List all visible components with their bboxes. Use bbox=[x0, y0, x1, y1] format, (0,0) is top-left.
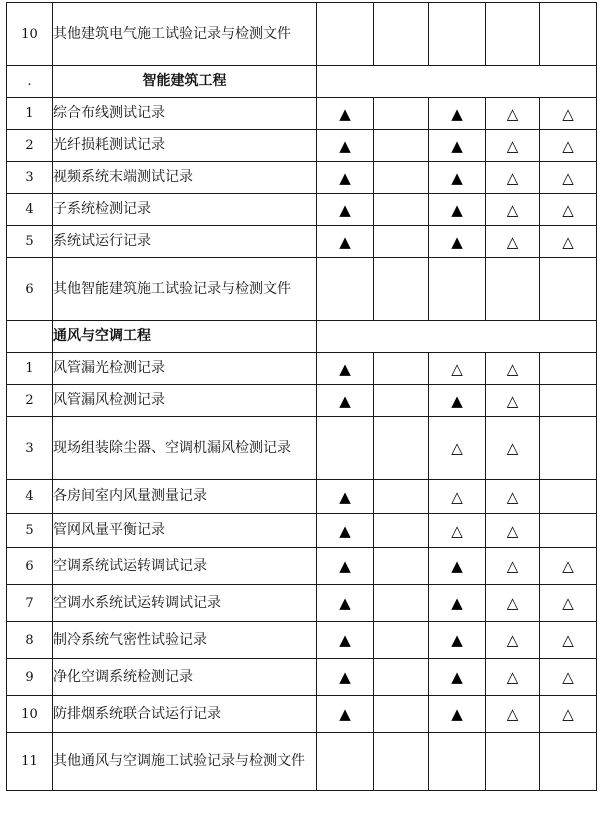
record-name: 空调系统试运转调试记录 bbox=[53, 548, 317, 585]
empty-cell bbox=[540, 3, 597, 66]
empty-cell bbox=[374, 353, 429, 385]
row-number: 4 bbox=[7, 480, 53, 514]
row-number bbox=[7, 321, 53, 353]
row-number: 6 bbox=[7, 258, 53, 321]
filled-triangle-icon: ▲ bbox=[317, 226, 374, 258]
filled-triangle-icon: ▲ bbox=[429, 548, 486, 585]
row-number: 9 bbox=[7, 659, 53, 696]
open-triangle-icon: △ bbox=[486, 130, 540, 162]
open-triangle-icon: △ bbox=[540, 130, 597, 162]
open-triangle-icon: △ bbox=[486, 696, 540, 733]
row-number: 2 bbox=[7, 130, 53, 162]
open-triangle-icon: △ bbox=[429, 417, 486, 480]
table-row bbox=[7, 417, 597, 480]
open-triangle-icon: △ bbox=[486, 548, 540, 585]
record-name: 风管漏光检测记录 bbox=[53, 353, 317, 385]
table-row bbox=[7, 3, 597, 66]
empty-cell bbox=[540, 733, 597, 791]
table-row bbox=[7, 226, 597, 258]
record-name: 风管漏风检测记录 bbox=[53, 385, 317, 417]
empty-cell bbox=[486, 3, 540, 66]
section-header-row bbox=[7, 321, 597, 353]
open-triangle-icon: △ bbox=[486, 659, 540, 696]
row-number: 7 bbox=[7, 585, 53, 622]
open-triangle-icon: △ bbox=[540, 585, 597, 622]
row-number: 5 bbox=[7, 514, 53, 548]
record-name: 各房间室内风量测量记录 bbox=[53, 480, 317, 514]
open-triangle-icon: △ bbox=[486, 417, 540, 480]
empty-cell bbox=[429, 3, 486, 66]
table-row bbox=[7, 258, 597, 321]
filled-triangle-icon: ▲ bbox=[317, 480, 374, 514]
table-row bbox=[7, 194, 597, 226]
open-triangle-icon: △ bbox=[540, 98, 597, 130]
row-number: 11 bbox=[7, 733, 53, 791]
empty-cell bbox=[374, 162, 429, 194]
open-triangle-icon: △ bbox=[429, 480, 486, 514]
row-number: 3 bbox=[7, 417, 53, 480]
empty-cell bbox=[540, 480, 597, 514]
filled-triangle-icon: ▲ bbox=[429, 226, 486, 258]
empty-cell bbox=[374, 417, 429, 480]
table-row bbox=[7, 98, 597, 130]
empty-cell bbox=[374, 622, 429, 659]
open-triangle-icon: △ bbox=[540, 226, 597, 258]
empty-cell bbox=[374, 480, 429, 514]
record-name: 管网风量平衡记录 bbox=[53, 514, 317, 548]
filled-triangle-icon: ▲ bbox=[429, 385, 486, 417]
empty-cell bbox=[486, 733, 540, 791]
open-triangle-icon: △ bbox=[486, 162, 540, 194]
open-triangle-icon: △ bbox=[429, 353, 486, 385]
record-name: 制冷系统气密性试验记录 bbox=[53, 622, 317, 659]
filled-triangle-icon: ▲ bbox=[317, 548, 374, 585]
filled-triangle-icon: ▲ bbox=[317, 130, 374, 162]
empty-cell bbox=[317, 66, 597, 98]
empty-cell bbox=[486, 258, 540, 321]
filled-triangle-icon: ▲ bbox=[429, 194, 486, 226]
empty-cell bbox=[317, 321, 597, 353]
section-header-row bbox=[7, 66, 597, 98]
open-triangle-icon: △ bbox=[540, 659, 597, 696]
empty-cell bbox=[374, 194, 429, 226]
record-name: 视频系统末端测试记录 bbox=[53, 162, 317, 194]
filled-triangle-icon: ▲ bbox=[429, 585, 486, 622]
table-row bbox=[7, 622, 597, 659]
empty-cell bbox=[429, 733, 486, 791]
empty-cell bbox=[540, 353, 597, 385]
table-row bbox=[7, 548, 597, 585]
open-triangle-icon: △ bbox=[486, 385, 540, 417]
row-number: 1 bbox=[7, 98, 53, 130]
record-name: 系统试运行记录 bbox=[53, 226, 317, 258]
record-name: 其他智能建筑施工试验记录与检测文件 bbox=[53, 258, 317, 321]
empty-cell bbox=[374, 514, 429, 548]
open-triangle-icon: △ bbox=[486, 480, 540, 514]
open-triangle-icon: △ bbox=[540, 548, 597, 585]
section-title: 智能建筑工程 bbox=[53, 66, 317, 98]
open-triangle-icon: △ bbox=[486, 585, 540, 622]
row-number: 5 bbox=[7, 226, 53, 258]
row-number: . bbox=[7, 66, 53, 98]
empty-cell bbox=[429, 258, 486, 321]
row-number: 8 bbox=[7, 622, 53, 659]
open-triangle-icon: △ bbox=[486, 514, 540, 548]
record-name: 现场组装除尘器、空调机漏风检测记录 bbox=[53, 417, 317, 480]
empty-cell bbox=[317, 417, 374, 480]
empty-cell bbox=[374, 548, 429, 585]
empty-cell bbox=[374, 226, 429, 258]
empty-cell bbox=[374, 385, 429, 417]
open-triangle-icon: △ bbox=[429, 514, 486, 548]
record-name: 其他建筑电气施工试验记录与检测文件 bbox=[53, 3, 317, 66]
open-triangle-icon: △ bbox=[540, 622, 597, 659]
empty-cell bbox=[374, 733, 429, 791]
empty-cell bbox=[374, 659, 429, 696]
table-row bbox=[7, 733, 597, 791]
open-triangle-icon: △ bbox=[540, 194, 597, 226]
empty-cell bbox=[540, 514, 597, 548]
row-number: 3 bbox=[7, 162, 53, 194]
open-triangle-icon: △ bbox=[486, 353, 540, 385]
table-row bbox=[7, 585, 597, 622]
filled-triangle-icon: ▲ bbox=[429, 162, 486, 194]
table-row bbox=[7, 385, 597, 417]
filled-triangle-icon: ▲ bbox=[429, 130, 486, 162]
filled-triangle-icon: ▲ bbox=[429, 696, 486, 733]
record-name: 空调水系统试运转调试记录 bbox=[53, 585, 317, 622]
open-triangle-icon: △ bbox=[540, 162, 597, 194]
filled-triangle-icon: ▲ bbox=[317, 385, 374, 417]
empty-cell bbox=[317, 3, 374, 66]
filled-triangle-icon: ▲ bbox=[317, 353, 374, 385]
empty-cell bbox=[317, 258, 374, 321]
empty-cell bbox=[374, 130, 429, 162]
table-row bbox=[7, 480, 597, 514]
table-row bbox=[7, 353, 597, 385]
empty-cell bbox=[374, 98, 429, 130]
empty-cell bbox=[540, 258, 597, 321]
section-title: 通风与空调工程 bbox=[53, 321, 317, 353]
filled-triangle-icon: ▲ bbox=[317, 659, 374, 696]
record-name: 其他通风与空调施工试验记录与检测文件 bbox=[53, 733, 317, 791]
row-number: 10 bbox=[7, 696, 53, 733]
filled-triangle-icon: ▲ bbox=[429, 98, 486, 130]
table-row bbox=[7, 659, 597, 696]
table-row bbox=[7, 130, 597, 162]
empty-cell bbox=[374, 696, 429, 733]
empty-cell bbox=[374, 585, 429, 622]
filled-triangle-icon: ▲ bbox=[317, 622, 374, 659]
table-row bbox=[7, 162, 597, 194]
filled-triangle-icon: ▲ bbox=[429, 659, 486, 696]
open-triangle-icon: △ bbox=[486, 194, 540, 226]
filled-triangle-icon: ▲ bbox=[317, 162, 374, 194]
row-number: 6 bbox=[7, 548, 53, 585]
empty-cell bbox=[540, 385, 597, 417]
open-triangle-icon: △ bbox=[540, 696, 597, 733]
open-triangle-icon: △ bbox=[486, 226, 540, 258]
filled-triangle-icon: ▲ bbox=[317, 585, 374, 622]
row-number: 1 bbox=[7, 353, 53, 385]
filled-triangle-icon: ▲ bbox=[317, 98, 374, 130]
filled-triangle-icon: ▲ bbox=[317, 696, 374, 733]
empty-cell bbox=[374, 3, 429, 66]
filled-triangle-icon: ▲ bbox=[317, 194, 374, 226]
record-name: 光纤损耗测试记录 bbox=[53, 130, 317, 162]
table-row bbox=[7, 514, 597, 548]
empty-cell bbox=[317, 733, 374, 791]
record-name: 净化空调系统检测记录 bbox=[53, 659, 317, 696]
row-number: 2 bbox=[7, 385, 53, 417]
record-name: 综合布线测试记录 bbox=[53, 98, 317, 130]
empty-cell bbox=[374, 258, 429, 321]
table-row bbox=[7, 696, 597, 733]
archive-record-table bbox=[6, 2, 597, 791]
open-triangle-icon: △ bbox=[486, 622, 540, 659]
record-name: 子系统检测记录 bbox=[53, 194, 317, 226]
empty-cell bbox=[540, 417, 597, 480]
open-triangle-icon: △ bbox=[486, 98, 540, 130]
filled-triangle-icon: ▲ bbox=[317, 514, 374, 548]
row-number: 4 bbox=[7, 194, 53, 226]
row-number: 10 bbox=[7, 3, 53, 66]
record-name: 防排烟系统联合试运行记录 bbox=[53, 696, 317, 733]
filled-triangle-icon: ▲ bbox=[429, 622, 486, 659]
